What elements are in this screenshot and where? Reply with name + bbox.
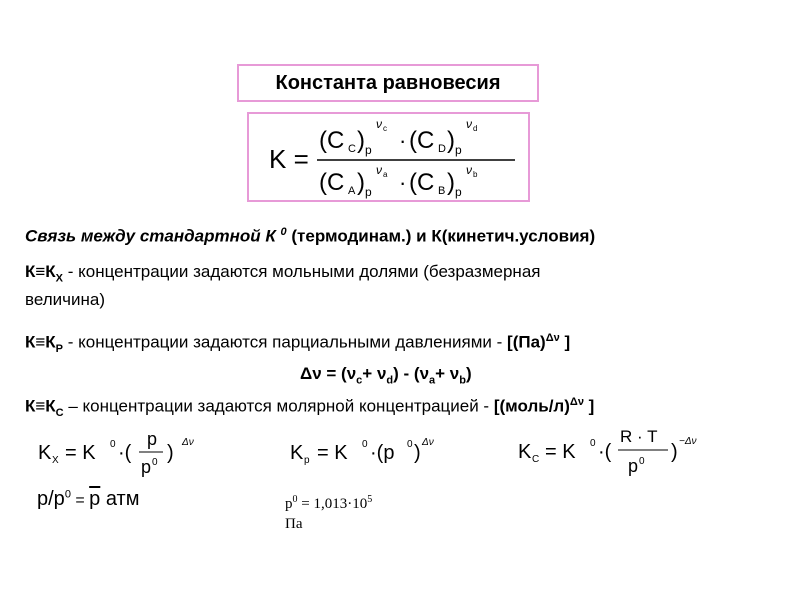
standard-pressure-value: = 1,013·10	[297, 496, 368, 512]
pressure-ratio-line	[37, 488, 139, 511]
denominator-a-sub: A	[348, 185, 356, 197]
kc-label: К≡К	[25, 396, 56, 416]
kp-formula-p-sup: 0	[407, 439, 413, 450]
kc-formula-sub: C	[532, 454, 540, 465]
pressure-ratio-text: p/p	[37, 488, 65, 510]
equilibrium-equation	[249, 114, 532, 204]
standard-pressure-value-line	[285, 490, 372, 514]
denominator-b-sub: B	[438, 185, 446, 197]
kx-formula-sub: X	[52, 455, 59, 466]
kc-formula-k: K	[518, 441, 532, 463]
formula-kc	[516, 418, 726, 484]
kx-line	[25, 262, 541, 284]
denominator-a-open: (C	[319, 169, 345, 196]
kc-formula-den-sup: 0	[639, 456, 645, 467]
delta-c: c	[356, 374, 363, 387]
delta-d: d	[386, 374, 394, 387]
denominator-a-exp: ν	[376, 163, 382, 177]
denominator-b-close: )	[447, 169, 455, 196]
kc-description: – концентрации задаются молярной концентрацией -	[63, 396, 494, 416]
formula-kx	[35, 425, 245, 485]
kx-description-continued: величина)	[25, 290, 106, 309]
kx-formula-exp: Δν	[182, 437, 194, 448]
denominator-dot: ·	[399, 170, 407, 195]
numerator-a-exp: ν	[376, 117, 382, 131]
denominator-a-exp-sub: a	[383, 170, 388, 179]
denominator-b-exp: ν	[466, 163, 472, 177]
numerator-a-open: (C	[319, 127, 345, 154]
kp-sub: P	[55, 343, 64, 356]
kx-line-continued	[25, 290, 105, 310]
kc-line	[25, 396, 594, 419]
numerator-b-exp: ν	[466, 117, 472, 131]
kx-label: К≡К	[25, 262, 56, 281]
numerator-dot: ·	[399, 128, 407, 153]
kp-label: К≡К	[25, 332, 56, 352]
kx-description: - концентрации задаются мольными долями (безразмерная	[63, 262, 541, 281]
kp-formula-sub: p	[304, 455, 310, 466]
relation-text-1: Связь между стандартной К	[25, 226, 281, 246]
numerator-b-close: )	[447, 127, 455, 154]
numerator-a-close: )	[357, 127, 365, 154]
denominator-b-p: p	[455, 185, 462, 199]
delta-mid: ) - (ν	[393, 364, 430, 383]
kc-unit-close: ]	[583, 396, 595, 416]
kc-formula-eq: = K	[545, 441, 576, 463]
standard-pressure-sup: 0	[292, 494, 298, 505]
kc-formula-dot: ·(	[598, 441, 612, 463]
formula-kp	[288, 425, 458, 485]
denominator-b-exp-sub: b	[473, 170, 478, 179]
kc-unit-sup: Δν	[569, 396, 584, 408]
delta-end: )	[466, 364, 472, 383]
denominator-b-open: (C	[409, 169, 435, 196]
kp-formula-k: K	[290, 442, 304, 464]
numerator-b-exp-sub: d	[473, 124, 478, 133]
standard-pressure-p: p	[285, 496, 293, 512]
kx-sub: X	[55, 272, 64, 285]
kc-formula-exp: −Δν	[679, 436, 697, 447]
pressure-ratio-eq: =	[70, 492, 90, 509]
relation-sup0: 0	[280, 226, 287, 238]
kp-unit-close: ]	[559, 332, 571, 352]
kc-sub: C	[55, 407, 64, 420]
kp-formula-dot: ·(p	[370, 442, 395, 464]
numerator-a-p: p	[365, 143, 372, 157]
relation-line	[25, 226, 595, 247]
equation-lhs: K =	[269, 144, 309, 174]
delta-plus2: + ν	[435, 364, 460, 383]
standard-pressure-unit: Па	[285, 516, 303, 532]
kp-unit-open: [(Па)	[507, 332, 546, 352]
page-title: Константа равновесия	[275, 71, 501, 94]
kp-formula-exp: Δν	[422, 437, 434, 448]
kx-formula-num: p	[147, 429, 158, 449]
delta-nu-line	[300, 364, 472, 386]
standard-pressure-exp: 5	[367, 494, 373, 505]
title-box	[237, 64, 539, 102]
kc-formula-close: )	[671, 441, 678, 463]
pressure-ratio-sup: 0	[64, 488, 71, 501]
numerator-b-sub: D	[438, 143, 446, 155]
numerator-b-open: (C	[409, 127, 435, 154]
numerator-a-exp-sub: c	[383, 124, 387, 133]
kx-formula-den: p	[141, 457, 152, 477]
kp-unit-sup: Δν	[545, 332, 560, 344]
kx-formula-sup0: 0	[110, 439, 116, 450]
kp-formula-eq: = K	[317, 442, 348, 464]
kp-description: - концентрации задаются парциальными давлениями -	[63, 332, 508, 352]
pressure-ratio-unit: атм	[100, 488, 140, 510]
kx-formula-k: K	[38, 442, 52, 464]
delta-plus1: + ν	[362, 364, 387, 383]
standard-pressure	[285, 490, 372, 534]
denominator-a-close: )	[357, 169, 365, 196]
kp-formula-close: )	[414, 442, 421, 464]
kc-formula-den: p	[628, 456, 639, 476]
numerator-b-p: p	[455, 143, 462, 157]
kx-formula-eq: = K	[65, 442, 96, 464]
equilibrium-equation-box	[247, 112, 530, 202]
kp-line	[25, 332, 570, 355]
kx-formula-close: )	[167, 442, 174, 464]
denominator-a-p: p	[365, 185, 372, 199]
pressure-ratio-ptilde: $\overline{p}$	[89, 488, 101, 510]
relation-text-2: (термодинам.) и К(кинетич.условия)	[286, 226, 596, 246]
kc-unit-open: [(моль/л)	[493, 396, 570, 416]
delta-a: a	[429, 374, 436, 387]
kp-formula-sup0: 0	[362, 439, 368, 450]
kc-formula-sup0: 0	[590, 438, 596, 449]
kc-formula-num: R · T	[620, 427, 658, 446]
delta-lhs: Δν = (ν	[300, 364, 357, 383]
kx-formula-dot: ·(	[118, 442, 132, 464]
kx-formula-den-sup: 0	[152, 457, 158, 468]
numerator-a-sub: C	[348, 143, 356, 155]
delta-b: b	[459, 374, 466, 387]
